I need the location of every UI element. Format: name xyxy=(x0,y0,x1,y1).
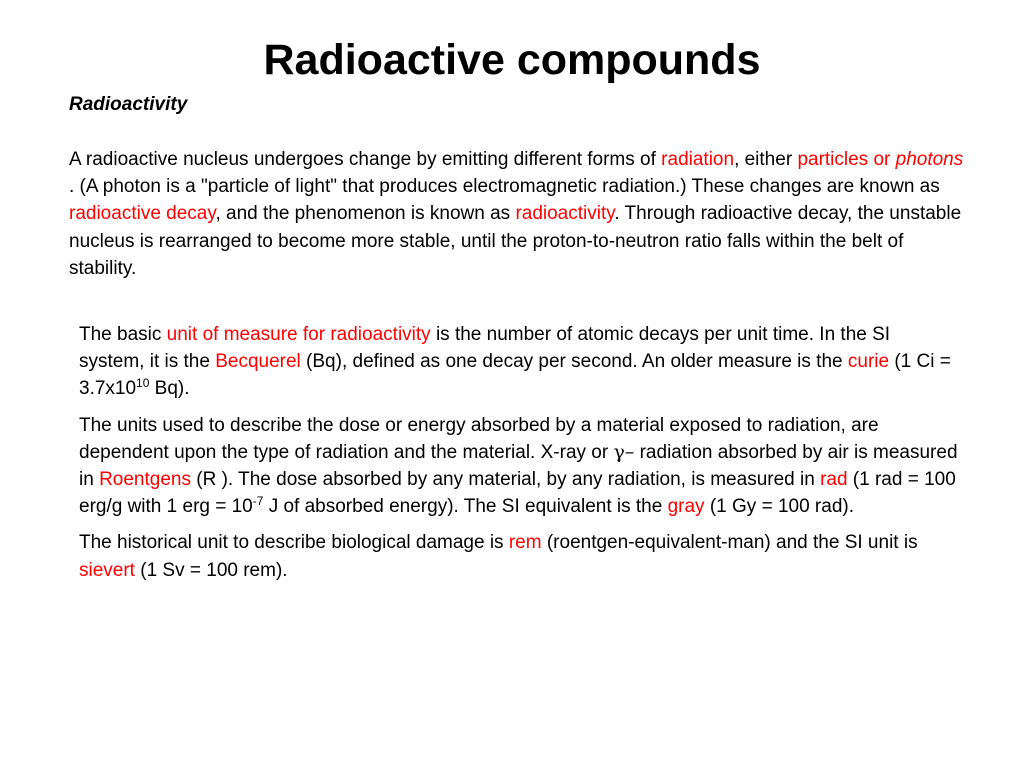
term-radiation: radiation xyxy=(661,149,735,170)
p2-text-3: (R ). The dose absorbed by any material, by any radiation, is measured in xyxy=(190,469,821,491)
section-subtitle: Radioactivity xyxy=(69,94,188,115)
p1-text-4: (1 Ci = 3.7x10 xyxy=(79,351,951,400)
term-curie: curie xyxy=(847,351,890,373)
units-paragraph-2 xyxy=(79,412,959,521)
intro-text-3: . (A photon is a "particle of light" that produces electromagnetic radiation.) These changes are known as xyxy=(69,176,940,198)
term-becquerel: Becquerel xyxy=(215,351,301,373)
intro-paragraph xyxy=(69,146,969,282)
p1-text-3: (Bq), defined as one decay per second. An older measure is the xyxy=(300,351,848,373)
p3-text-2: (roentgen-equivalent-man) and the SI unit is xyxy=(541,532,918,554)
intro-text-5: . Through radioactive decay, the unstable nucleus is rearranged to become more stable, until the proton-to-neutron ratio falls within the belt of stability. xyxy=(69,203,962,279)
term-particles: particles or xyxy=(797,149,896,170)
term-unit-of-measure: unit of measure for radioactivity xyxy=(166,324,431,345)
intro-text-2: , either xyxy=(734,149,798,170)
term-radioactive-decay: radioactive decay xyxy=(69,203,216,225)
intro-text-4: , and the phenomenon is known as xyxy=(215,203,516,225)
slide-title: Radioactive compounds xyxy=(263,36,761,84)
term-photons: photons xyxy=(895,149,964,170)
p3-text-3: (1 Sv = 100 rem). xyxy=(134,559,288,581)
units-paragraph-3 xyxy=(79,529,959,583)
units-paragraph-1 xyxy=(79,321,959,403)
p2-text-1: The units used to describe the dose or energy absorbed by a material exposed to radiation, are dependent upon the type of radiation and the material. X-ray or xyxy=(79,414,879,463)
units-section xyxy=(79,321,959,593)
p1-text-2: is the number of atomic decays per unit time. In the SI system, it is the xyxy=(79,324,891,373)
term-rem: rem xyxy=(508,532,542,554)
exponent-10: 10 xyxy=(136,376,150,391)
term-radioactivity: radioactivity xyxy=(515,203,615,225)
gamma-symbol: γ– xyxy=(613,440,635,463)
term-sievert: sievert xyxy=(79,559,135,581)
p1-text-1: The basic xyxy=(79,324,167,345)
p3-text-1: The historical unit to describe biological damage is xyxy=(79,532,509,554)
intro-text-1: A radioactive nucleus undergoes change by emitting different forms of xyxy=(69,149,662,170)
p2-text-2: radiation absorbed by air is measured in xyxy=(79,441,958,491)
term-roentgens: Roentgens xyxy=(99,469,191,491)
term-rad: rad xyxy=(820,469,848,491)
p2-text-5: J of absorbed energy). The SI equivalent is the xyxy=(263,496,668,518)
term-gray: gray xyxy=(667,496,705,518)
exponent-minus-7: -7 xyxy=(252,494,264,509)
p1-text-5: Bq). xyxy=(149,378,190,400)
p2-text-4: (1 rad = 100 erg/g with 1 erg = 10 xyxy=(79,469,956,518)
p2-text-6: (1 Gy = 100 rad). xyxy=(704,496,854,518)
